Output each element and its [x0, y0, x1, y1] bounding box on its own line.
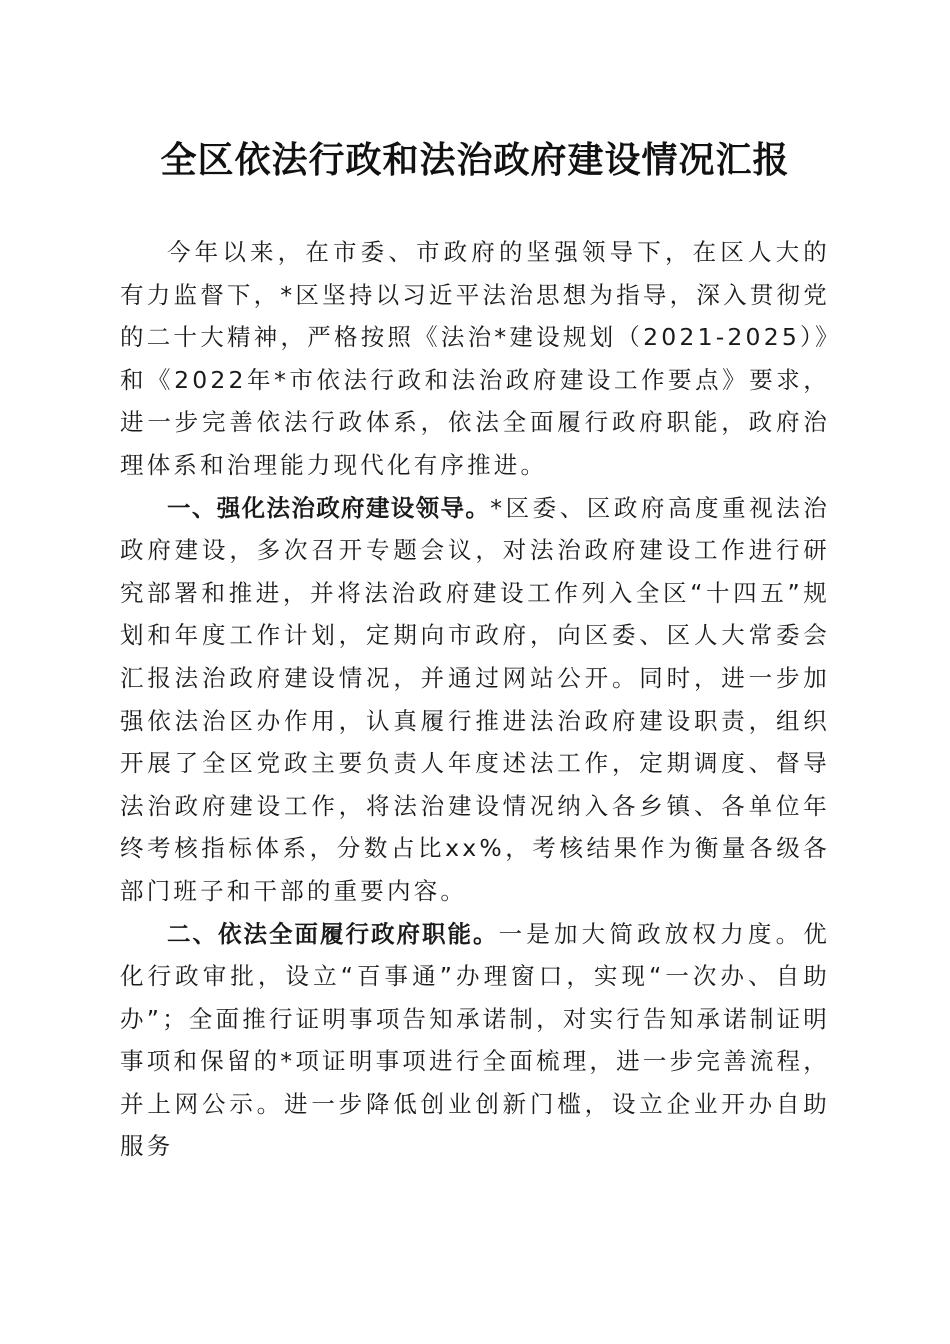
- paragraph-section-2: [120, 913, 830, 1169]
- paragraph-text: 今年以来，在市委、市政府的坚强领导下，在区人大的有力监督下，*区坚持以习近平法治思想为指导，深入贯彻党的二十大精神，严格按照《法治*建设规划（2021-2025）》和《2022年*市依法行政和法治政府建设工作要点》要求，进一步完善依法行政体系，依法全面履行政府职能，政府治理体系和治理能力现代化有序推进。: [120, 238, 830, 479]
- section-heading: 一、强化法治政府建设领导。: [167, 493, 491, 522]
- paragraph-section-1: [120, 487, 830, 913]
- paragraph-text: *区委、区政府高度重视法治政府建设，多次召开专题会议，对法治政府建设工作进行研究部署和推进，并将法治政府建设工作列入全区“十四五”规划和年度工作计划，定期向市政府，向区委、区人大常委会汇报法治政府建设情况，并通过网站公开。同时，进一步加强依法治区办作用，认真履行推进法治政府建设职责，组织开展了全区党政主要负责人年度述法工作，定期调度、督导法治政府建设工作，将法治建设情况纳入各乡镇、各单位年终考核指标体系，分数占比xx%，考核结果作为衡量各级各部门班子和干部的重要内容。: [120, 493, 831, 905]
- document-body: [120, 231, 830, 1168]
- section-heading: 二、依法全面履行政府职能。: [167, 919, 499, 948]
- paragraph-text: 一是加大简政放权力度。优化行政审批，设立“百事通”办理窗口，实现“一次办、自助办”；全面推行证明事项告知承诺制，对实行告知承诺制证明事项和保留的*项证明事项进行全面梳理，进一步完善流程，并上网公示。进一步降低创业创新门槛，设立企业开办自助服务: [120, 919, 831, 1161]
- paragraph-intro: [120, 231, 830, 487]
- document-title: 全区依法行政和法治政府建设情况汇报: [160, 139, 790, 181]
